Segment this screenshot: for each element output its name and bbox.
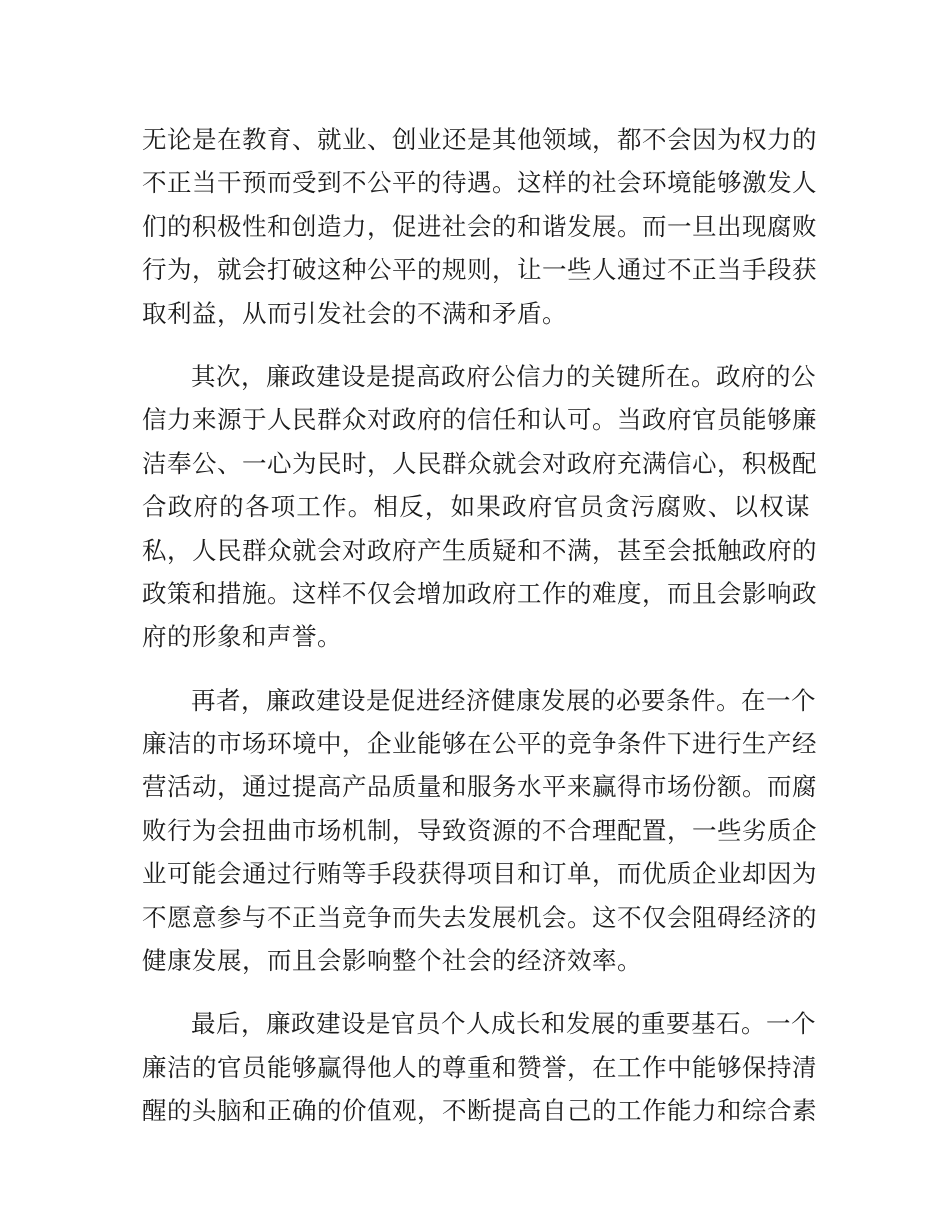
- text-line: 们的积极性和创造力，促进社会的和谐发展。而一旦出现腐败: [142, 211, 817, 241]
- text-line: 行为，就会打破这种公平的规则，让一些人通过不正当手段获: [142, 255, 817, 285]
- text-line: 合政府的各项工作。相反，如果政府官员贪污腐败、以权谋: [142, 492, 810, 522]
- text-line: 廉洁的市场环境中，企业能够在公平的竞争条件下进行生产经: [142, 729, 817, 759]
- paragraph-2: [142, 355, 817, 659]
- text-line: 不愿意参与不正当竞争而失去发展机会。这不仅会阻碍经济的: [142, 902, 817, 932]
- text-line: 府的形象和声誉。: [142, 622, 342, 652]
- paragraph-1: [142, 118, 817, 335]
- text-line: 营活动，通过提高产品质量和服务水平来赢得市场份额。而腐: [142, 772, 817, 802]
- paragraph-3: [142, 679, 817, 983]
- text-line: 私，人民群众就会对政府产生质疑和不满，甚至会抵触政府的: [142, 535, 817, 565]
- text-line: 业可能会通过行贿等手段获得项目和订单，而优质企业却因为: [142, 859, 817, 889]
- text-line: 信力来源于人民群众对政府的信任和认可。当政府官员能够廉: [142, 405, 817, 435]
- text-line: 醒的头脑和正确的价值观，不断提高自己的工作能力和综合素: [142, 1096, 817, 1126]
- text-line: 廉洁的官员能够赢得他人的尊重和赞誉，在工作中能够保持清: [142, 1052, 817, 1082]
- text-line: 最后，廉政建设是官员个人成长和发展的重要基石。一个: [191, 1009, 816, 1039]
- text-line: 政策和措施。这样不仅会增加政府工作的难度，而且会影响政: [142, 578, 817, 608]
- paragraph-4: [142, 1002, 817, 1132]
- text-line: 健康发展，而且会影响整个社会的经济效率。: [142, 946, 642, 976]
- text-line: 再者，廉政建设是促进经济健康发展的必要条件。在一个: [191, 685, 816, 715]
- text-line: 洁奉公、一心为民时，人民群众就会对政府充满信心，积极配: [142, 448, 817, 478]
- text-line: 败行为会扭曲市场机制，导致资源的不合理配置，一些劣质企: [142, 815, 817, 845]
- text-line: 其次，廉政建设是提高政府公信力的关键所在。政府的公: [191, 361, 816, 391]
- document-body: [142, 118, 817, 1153]
- text-line: 不正当干预而受到不公平的待遇。这样的社会环境能够激发人: [142, 168, 817, 198]
- text-line: 取利益，从而引发社会的不满和矛盾。: [142, 298, 567, 328]
- text-line: 无论是在教育、就业、创业还是其他领域，都不会因为权力的: [142, 125, 817, 154]
